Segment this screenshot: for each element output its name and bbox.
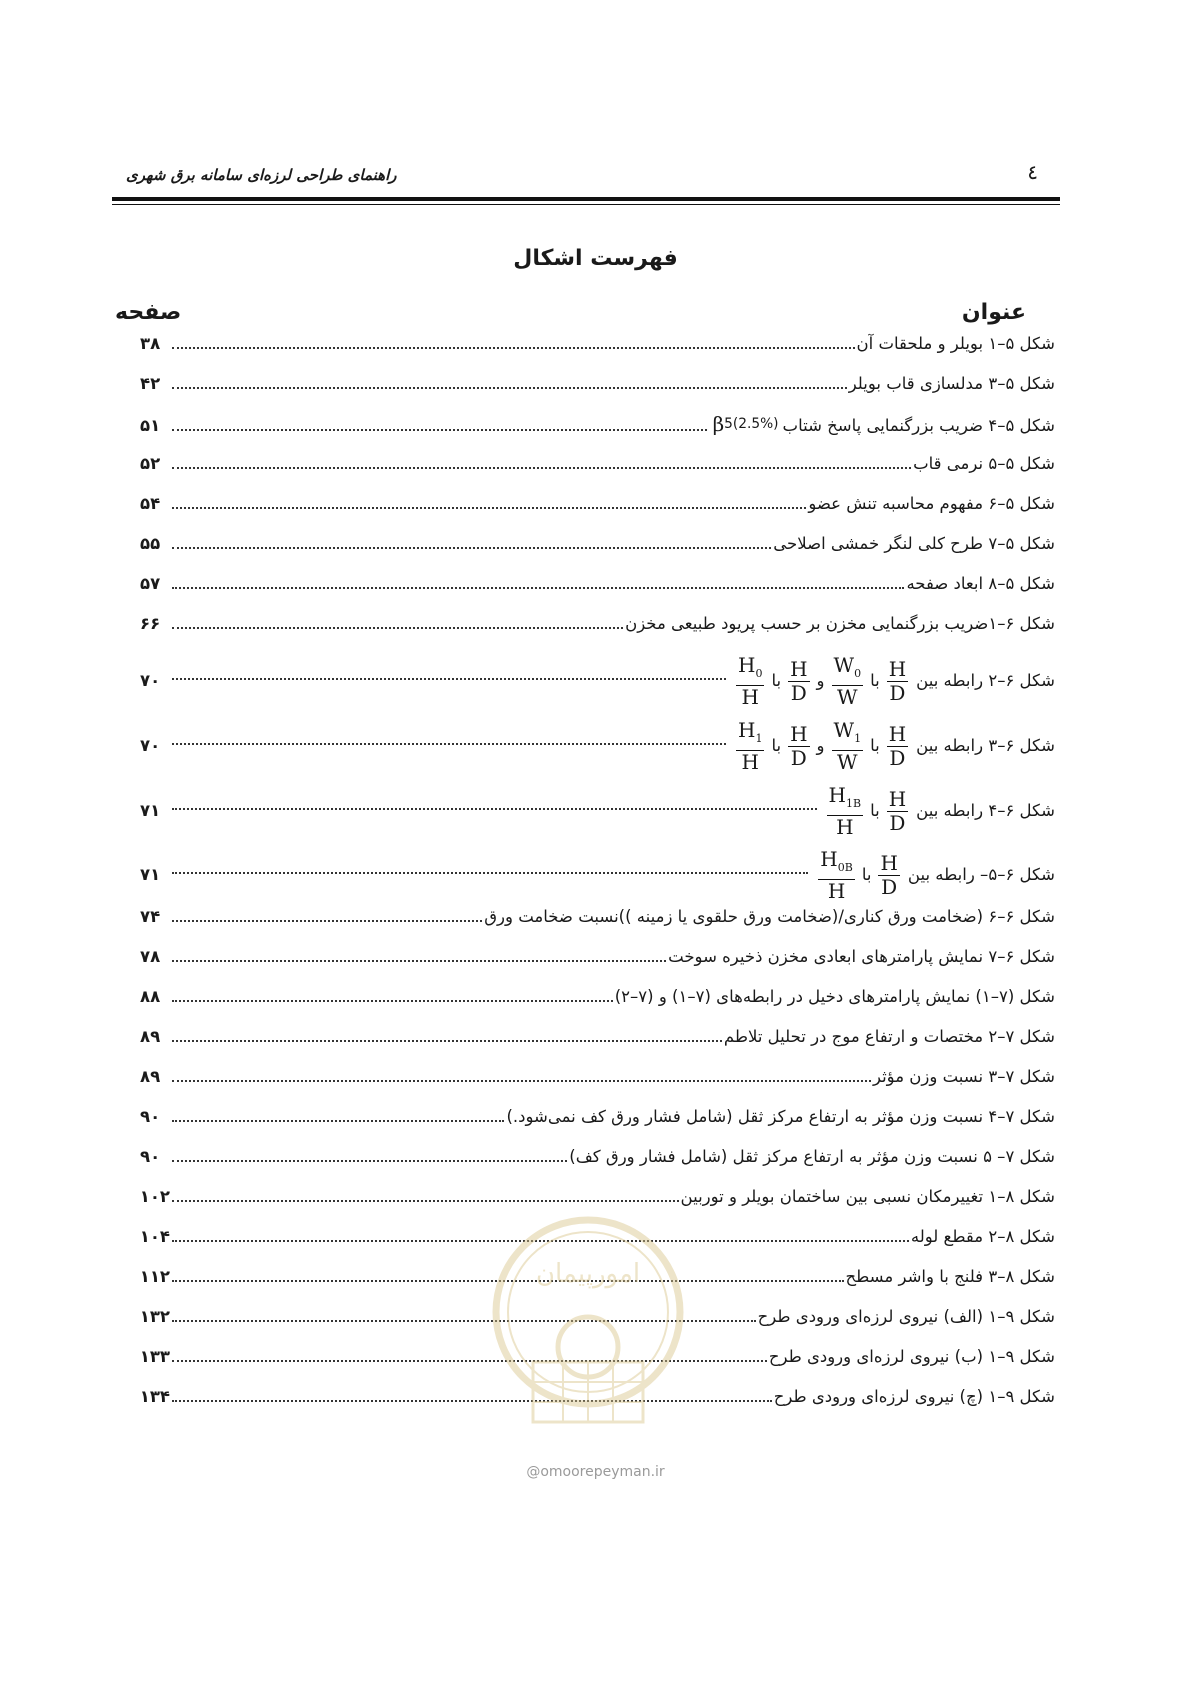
entry-title: شکل (۷–۱) نمایش پارامترهای دخیل در رابطه‌های (۷–۱) و (۷–۲) (614, 987, 1055, 1006)
watermark-logo-icon (488, 1212, 688, 1442)
table-row (140, 1065, 1055, 1089)
fraction-denominator: D (889, 810, 906, 835)
numerator-letter: H (790, 656, 808, 681)
numerator-subscript: 1B (845, 796, 862, 810)
dot-leader (172, 960, 666, 962)
entry-math (823, 784, 913, 839)
dot-leader (172, 920, 482, 922)
fraction-connector: با (870, 736, 880, 755)
entry-title: شکل ۶–۷ نمایش پارامترهای ابعادی مخزن ذخیره سوخت (668, 947, 1055, 966)
dot-leader (172, 587, 904, 589)
table-row (140, 717, 1055, 774)
entry-title: شکل ۷–۳ نسبت وزن مؤثر (872, 1067, 1055, 1086)
entry-title: شکل ۷–۴ نسبت وزن مؤثر به ارتفاع مرکز ثقل (شامل فشار ورق کف نمی‌شود.) (506, 1107, 1055, 1126)
numerator-letter: W (833, 652, 855, 677)
beta-symbol: β (712, 412, 725, 436)
entry-math (732, 654, 912, 709)
page-title: فهرست اشکال (513, 246, 678, 271)
table-row (140, 1105, 1055, 1129)
entry-page-number: ۷۴ (140, 907, 161, 926)
numerator-letter: H (820, 846, 838, 871)
table-row (140, 412, 1055, 436)
fraction-numerator (818, 848, 855, 880)
dot-leader (172, 387, 847, 389)
fraction (878, 852, 899, 899)
table-row (140, 846, 1055, 903)
header-rule-thin (112, 204, 1060, 205)
fraction (887, 658, 908, 705)
entry-title: شکل ۹–۱ (ب) نیروی لرزه‌ای ورودی طرح (768, 1347, 1055, 1366)
fraction-denominator: D (790, 745, 807, 770)
numerator-letter: H (880, 850, 898, 875)
entry-title: شکل ۸–۱ تغییرمکان نسبی بین ساختمان بویلر و توربین (680, 1187, 1055, 1206)
fraction-numerator (878, 852, 899, 876)
fraction (818, 848, 855, 903)
fraction-numerator (887, 723, 908, 747)
entry-page-number: ۷۸ (140, 947, 161, 966)
entry-page-number: ۱۰۲ (139, 1187, 170, 1206)
entry-page-number: ۸۹ (140, 1067, 161, 1086)
dot-leader (172, 1160, 567, 1162)
entry-page-number: ۴۲ (140, 374, 161, 393)
entry-math (713, 412, 779, 436)
dot-leader (172, 429, 707, 431)
dot-leader (172, 1120, 504, 1122)
numerator-letter: H (888, 721, 907, 746)
column-title-label: عنوان (961, 300, 1026, 325)
numerator-letter: H (828, 782, 846, 807)
fraction-denominator: H (741, 749, 759, 774)
entry-title: شکل ۵–۵ نرمی قاب (913, 454, 1055, 473)
table-row (140, 452, 1055, 476)
entry-page-number: ۵۱ (140, 416, 161, 435)
numerator-letter: H (888, 656, 907, 681)
fraction-numerator (788, 658, 809, 682)
fraction-denominator: H (741, 684, 759, 709)
entry-math (732, 719, 912, 774)
entry-title: شکل ۵–۶ مفهوم محاسبه تنش عضو (808, 494, 1055, 513)
entry-title: شکل ۶–۲ رابطه بین (916, 671, 1055, 690)
dot-leader (172, 743, 726, 745)
fraction-connector: با (861, 865, 872, 884)
entry-title: شکل ۷– ۵ نسبت وزن مؤثر به ارتفاع مرکز ثقل (شامل فشار ورق کف) (569, 1147, 1055, 1166)
entry-title: شکل ۹–۱ (چ) نیروی لرزه‌ای ورودی طرح (773, 1387, 1055, 1406)
entry-page-number: ۹۰ (140, 1107, 161, 1126)
fraction (832, 654, 864, 709)
fraction-numerator (736, 654, 764, 686)
numerator-subscript: 1 (854, 731, 862, 745)
entry-page-number: ۷۱ (140, 801, 161, 820)
dot-leader (172, 1200, 679, 1202)
entry-page-number: ۸۸ (140, 987, 161, 1006)
entry-title: شکل ۸–۲ مقطع لوله (910, 1227, 1055, 1246)
entry-title: شکل ۶–۵– رابطه بین (907, 865, 1055, 884)
fraction-numerator (887, 788, 908, 812)
entry-page-number: ۷۰ (140, 736, 161, 755)
entry-title: شکل ۹–۱ (الف) نیروی لرزه‌ای ورودی طرح (757, 1307, 1055, 1326)
fraction (788, 723, 809, 770)
fraction-denominator: W (837, 684, 858, 709)
fraction-connector: با (870, 801, 880, 820)
dot-leader (172, 547, 771, 549)
table-row (140, 985, 1055, 1009)
table-row (140, 782, 1055, 839)
fraction (832, 719, 864, 774)
entry-page-number: ۱۳۳ (139, 1347, 170, 1366)
entry-page-number: ۷۱ (140, 865, 161, 884)
fraction-connector: با (771, 736, 782, 755)
entry-title: شکل ۵–۳ مدلسازی قاب بویلر (848, 374, 1055, 393)
fraction-connector: و (816, 736, 825, 755)
dot-leader (172, 627, 623, 629)
fraction-denominator: D (881, 874, 898, 899)
fraction-denominator: D (889, 680, 906, 705)
table-row (140, 945, 1055, 969)
numerator-letter: H (738, 652, 756, 677)
numerator-subscript: 0B (837, 860, 853, 874)
entry-title: شکل ۶–۳ رابطه بین (916, 736, 1055, 755)
fraction-denominator: D (889, 745, 906, 770)
entry-title: شکل ۷–۲ مختصات و ارتفاع موج در تحلیل تلاطم (723, 1027, 1055, 1046)
entry-page-number: ۵۵ (140, 534, 161, 553)
fraction-numerator (832, 654, 864, 686)
fraction-connector: با (870, 671, 880, 690)
table-row (140, 372, 1055, 396)
dot-leader (172, 678, 726, 680)
table-row (140, 1145, 1055, 1169)
fraction (887, 788, 908, 835)
dot-leader (172, 872, 808, 874)
entry-page-number: ۵۴ (140, 494, 161, 513)
column-page-label: صفحه (115, 300, 182, 325)
numerator-letter: H (888, 786, 907, 811)
numerator-letter: H (790, 721, 808, 746)
book-title: راهنمای طراحی لرزه‌ای سامانه برق شهری (126, 166, 397, 184)
table-row (140, 1185, 1055, 1209)
fraction-denominator: D (790, 680, 807, 705)
watermark-text: @omoorepeyman.ir (526, 1464, 665, 1480)
entry-page-number: ۵۲ (140, 454, 161, 473)
entry-math (814, 848, 904, 903)
entry-page-number: ۳۸ (140, 334, 161, 353)
fraction-numerator (788, 723, 809, 747)
dot-leader (172, 1080, 871, 1082)
page-number: ٤ (1027, 160, 1038, 184)
watermark-logo-text: امورپیمان (535, 1259, 641, 1289)
numerator-letter: H (738, 717, 756, 742)
entry-title: شکل ۵–۸ ابعاد صفحه (906, 574, 1055, 593)
numerator-subscript: 0 (755, 666, 763, 680)
fraction-denominator: H (827, 878, 846, 903)
fraction (736, 654, 764, 709)
fraction-numerator (832, 719, 864, 751)
fraction-connector: و (816, 671, 825, 690)
numerator-letter: W (833, 717, 855, 742)
entry-page-number: ۸۹ (140, 1027, 161, 1046)
entry-title: شکل ۶–۶ (ضخامت ورق کناری/(ضخامت ورق حلقوی یا زمینه ))نسبت ضخامت ورق (484, 907, 1055, 926)
entry-title: شکل ۵–۱ بویلر و ملحقات آن (856, 334, 1055, 353)
table-row (140, 1025, 1055, 1049)
entry-page-number: ۱۱۲ (139, 1267, 170, 1286)
table-row (140, 612, 1055, 636)
entry-page-number: ۷۰ (140, 671, 161, 690)
table-row (140, 905, 1055, 929)
fraction-denominator: W (837, 749, 858, 774)
running-header (112, 160, 1060, 190)
fraction-numerator (736, 719, 764, 751)
dot-leader (172, 1040, 722, 1042)
table-row (140, 532, 1055, 556)
entry-page-number: ۶۶ (140, 614, 161, 633)
fraction-numerator (887, 658, 908, 682)
fraction (827, 784, 864, 839)
fraction-connector: با (771, 671, 782, 690)
entry-title: شکل ۶–۱ضریب بزرگنمایی مخزن بر حسب پریود طبیعی مخزن (625, 614, 1055, 633)
numerator-subscript: 1 (755, 731, 763, 745)
fraction (788, 658, 809, 705)
header-rule-thick (112, 197, 1060, 201)
dot-leader (172, 507, 806, 509)
entry-title: شکل ۵–۴ ضریب بزرگنمایی پاسخ شتاب (782, 416, 1055, 435)
entry-title: شکل ۸–۳ فلنج با واشر مسطح (845, 1267, 1055, 1286)
entry-title: شکل ۵–۷ طرح کلی لنگر خمشی اصلاحی (773, 534, 1055, 553)
dot-leader (172, 467, 911, 469)
beta-subscript: 5(2.5%) (724, 416, 779, 432)
entry-page-number: ۱۳۲ (139, 1307, 170, 1326)
table-row (140, 492, 1055, 516)
fraction (736, 719, 764, 774)
entry-page-number: ۱۰۴ (139, 1227, 170, 1246)
entry-page-number: ۱۳۴ (139, 1387, 170, 1406)
dot-leader (172, 808, 817, 810)
entry-page-number: ۹۰ (140, 1147, 161, 1166)
entry-title: شکل ۶–۴ رابطه بین (916, 801, 1055, 820)
entry-page-number: ۵۷ (140, 574, 161, 593)
fraction (887, 723, 908, 770)
table-row (140, 332, 1055, 356)
dot-leader (172, 347, 855, 349)
table-row (140, 572, 1055, 596)
table-row (140, 652, 1055, 709)
fraction-numerator (827, 784, 864, 816)
dot-leader (172, 1000, 613, 1002)
fraction-denominator: H (836, 814, 854, 839)
numerator-subscript: 0 (854, 666, 862, 680)
